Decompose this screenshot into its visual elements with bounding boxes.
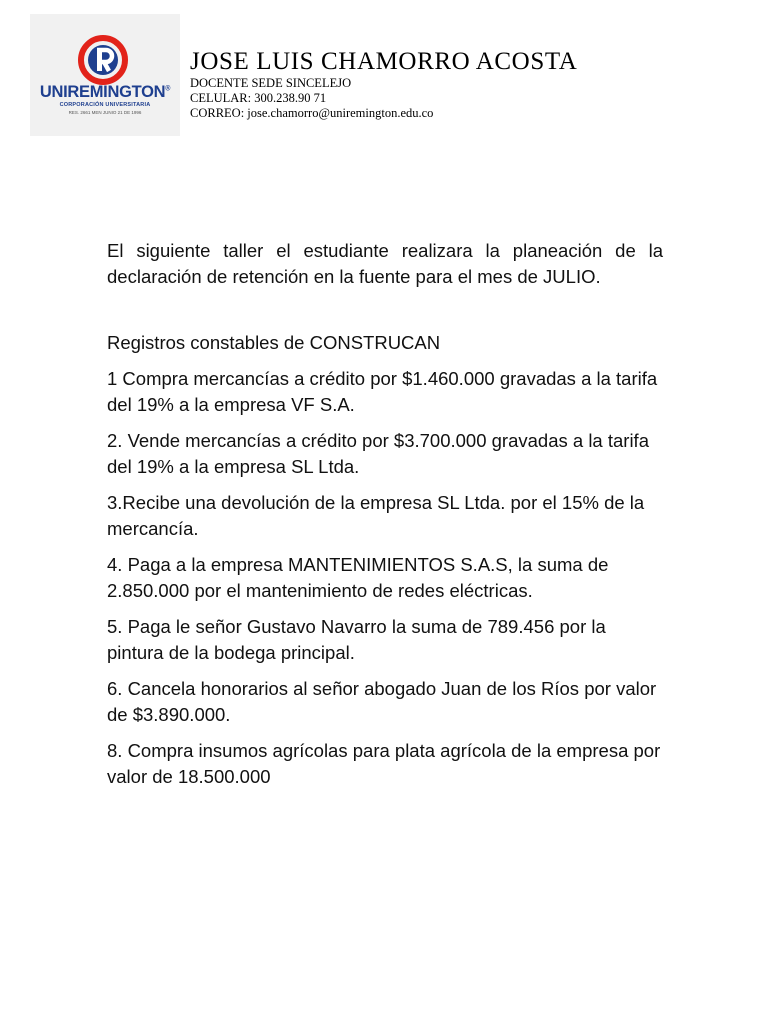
logo-subtitle: CORPORACIÓN UNIVERSITARIA xyxy=(59,102,151,108)
teacher-name: JOSE LUIS CHAMORRO ACOSTA xyxy=(190,48,578,75)
logo-brand-name: UNIREMINGTON® xyxy=(39,83,171,101)
list-item: 4. Paga a la empresa MANTENIMIENTOS S.A.S, la suma de 2.850.000 por el mantenimiento de redes eléctricas. xyxy=(107,554,609,601)
list-item: 6. Cancela honorarios al señor abogado Juan de los Ríos por valor de $3.890.000. xyxy=(107,678,657,725)
list-item: 5. Paga le señor Gustavo Navarro la suma de 789.456 por la pintura de la bodega principal. xyxy=(107,616,606,663)
list-item: 3.Recibe una devolución de la empresa SL Ltda. por el 15% de la mercancía. xyxy=(107,492,645,539)
transaction-list xyxy=(107,366,663,790)
document-body xyxy=(107,238,663,800)
list-item: 8. Compra insumos agrícolas para plata agrícola de la empresa por valor de 18.500.000 xyxy=(107,740,661,787)
uniremington-logo xyxy=(30,14,180,136)
logo-resolution: RES. 2661 MEN JUNIO 21 DE 1996 xyxy=(68,110,142,115)
section-title: Registros constables de CONSTRUCAN xyxy=(107,332,441,353)
intro-paragraph: El siguiente taller el estudiante realizara la planeación de la declaración de retención en la fuente para el mes de JULIO. xyxy=(107,240,663,287)
teacher-role: DOCENTE SEDE SINCELEJO xyxy=(190,76,352,90)
letterhead xyxy=(190,48,577,121)
list-item: 2. Vende mercancías a crédito por $3.700.000 gravadas a la tarifa del 19% a la empresa SL Ltda. xyxy=(107,430,649,477)
teacher-email: CORREO: jose.chamorro@uniremington.edu.co xyxy=(190,106,434,120)
list-item: 1 Compra mercancías a crédito por $1.460.000 gravadas a la tarifa del 19% a la empresa VF S.A. xyxy=(107,368,658,415)
uniremington-r-emblem-icon xyxy=(77,34,129,86)
teacher-phone: CELULAR: 300.238.90 71 xyxy=(190,91,327,105)
